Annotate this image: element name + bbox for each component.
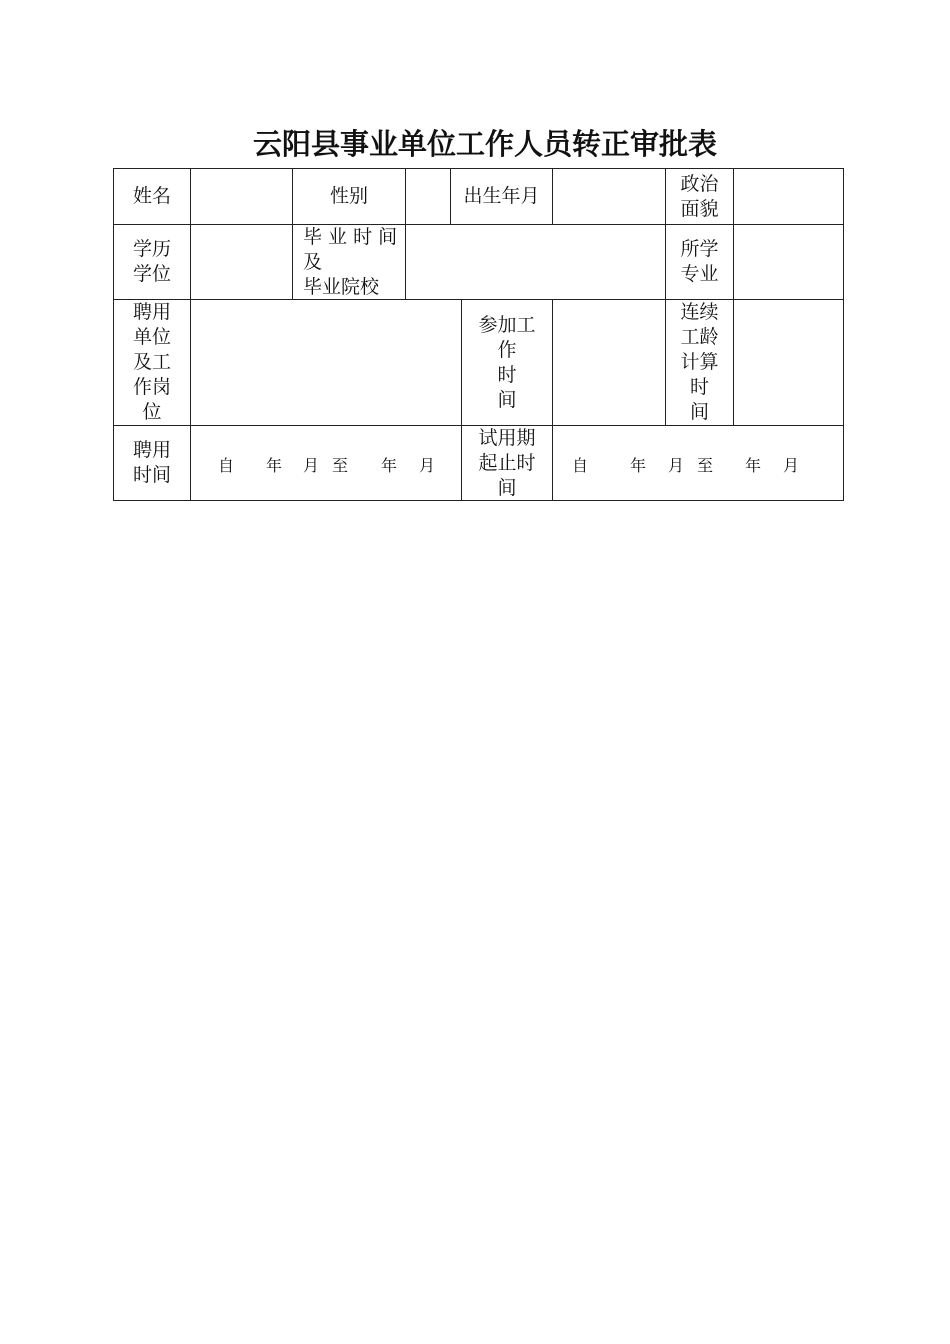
work-start-label: 参加工 作 时 间 — [478, 313, 536, 411]
employ-to-year-text: 年 — [381, 456, 398, 475]
education-label: 学历 学位 — [132, 238, 171, 285]
graduation-field[interactable] — [405, 224, 666, 300]
political-label-cell — [665, 168, 734, 225]
employer-field[interactable] — [190, 299, 462, 426]
graduation-label: 毕 业 时 间 及 毕业院校 — [303, 225, 398, 298]
probation-to-text: 至 — [697, 456, 714, 475]
seniority-label-cell — [665, 299, 734, 426]
employ-from-year-text: 年 — [266, 456, 283, 475]
name-label-cell — [113, 168, 191, 225]
probation-from-text: 自 — [572, 456, 589, 475]
employ-time-label: 聘用 时间 — [132, 439, 171, 486]
gender-label-cell — [292, 168, 406, 225]
major-label: 所学 专业 — [680, 238, 719, 285]
employer-label-cell — [113, 299, 191, 426]
birth-label: 出生年月 — [463, 185, 540, 207]
major-label-cell — [665, 224, 734, 300]
employer-label: 聘用 单位 及工 作岗 位 — [132, 301, 171, 423]
seniority-field[interactable] — [733, 299, 844, 426]
employ-to-text: 至 — [332, 456, 349, 475]
probation-to-year-text: 年 — [745, 456, 762, 475]
employ-from-month-text: 月 — [303, 456, 320, 475]
political-field[interactable] — [733, 168, 844, 225]
name-label: 姓名 — [132, 185, 171, 207]
employ-to-month-text: 月 — [419, 456, 436, 475]
probation-to-month-text: 月 — [783, 456, 800, 475]
employ-from-text: 自 — [218, 456, 235, 475]
education-field[interactable] — [190, 224, 293, 300]
political-label: 政治 面貌 — [680, 172, 719, 220]
page-title: 云阳县事业单位工作人员转正审批表 — [252, 127, 717, 161]
education-label-cell — [113, 224, 191, 300]
birth-label-cell — [450, 168, 553, 225]
probation-from-month-text: 月 — [668, 456, 685, 475]
name-field[interactable] — [190, 168, 293, 225]
work-start-label-cell — [461, 299, 553, 426]
gender-field[interactable] — [405, 168, 451, 225]
seniority-label: 连续 工龄 计算 时 间 — [680, 301, 719, 423]
major-field[interactable] — [733, 224, 844, 300]
employ-time-label-cell — [113, 425, 191, 501]
gender-label: 性别 — [329, 185, 368, 207]
birth-field[interactable] — [552, 168, 666, 225]
probation-from-year-text: 年 — [630, 456, 647, 475]
probation-label: 试用期 起止时 间 — [478, 426, 536, 499]
graduation-label-cell — [292, 224, 406, 300]
work-start-field[interactable] — [552, 299, 666, 426]
probation-label-cell — [461, 425, 553, 501]
